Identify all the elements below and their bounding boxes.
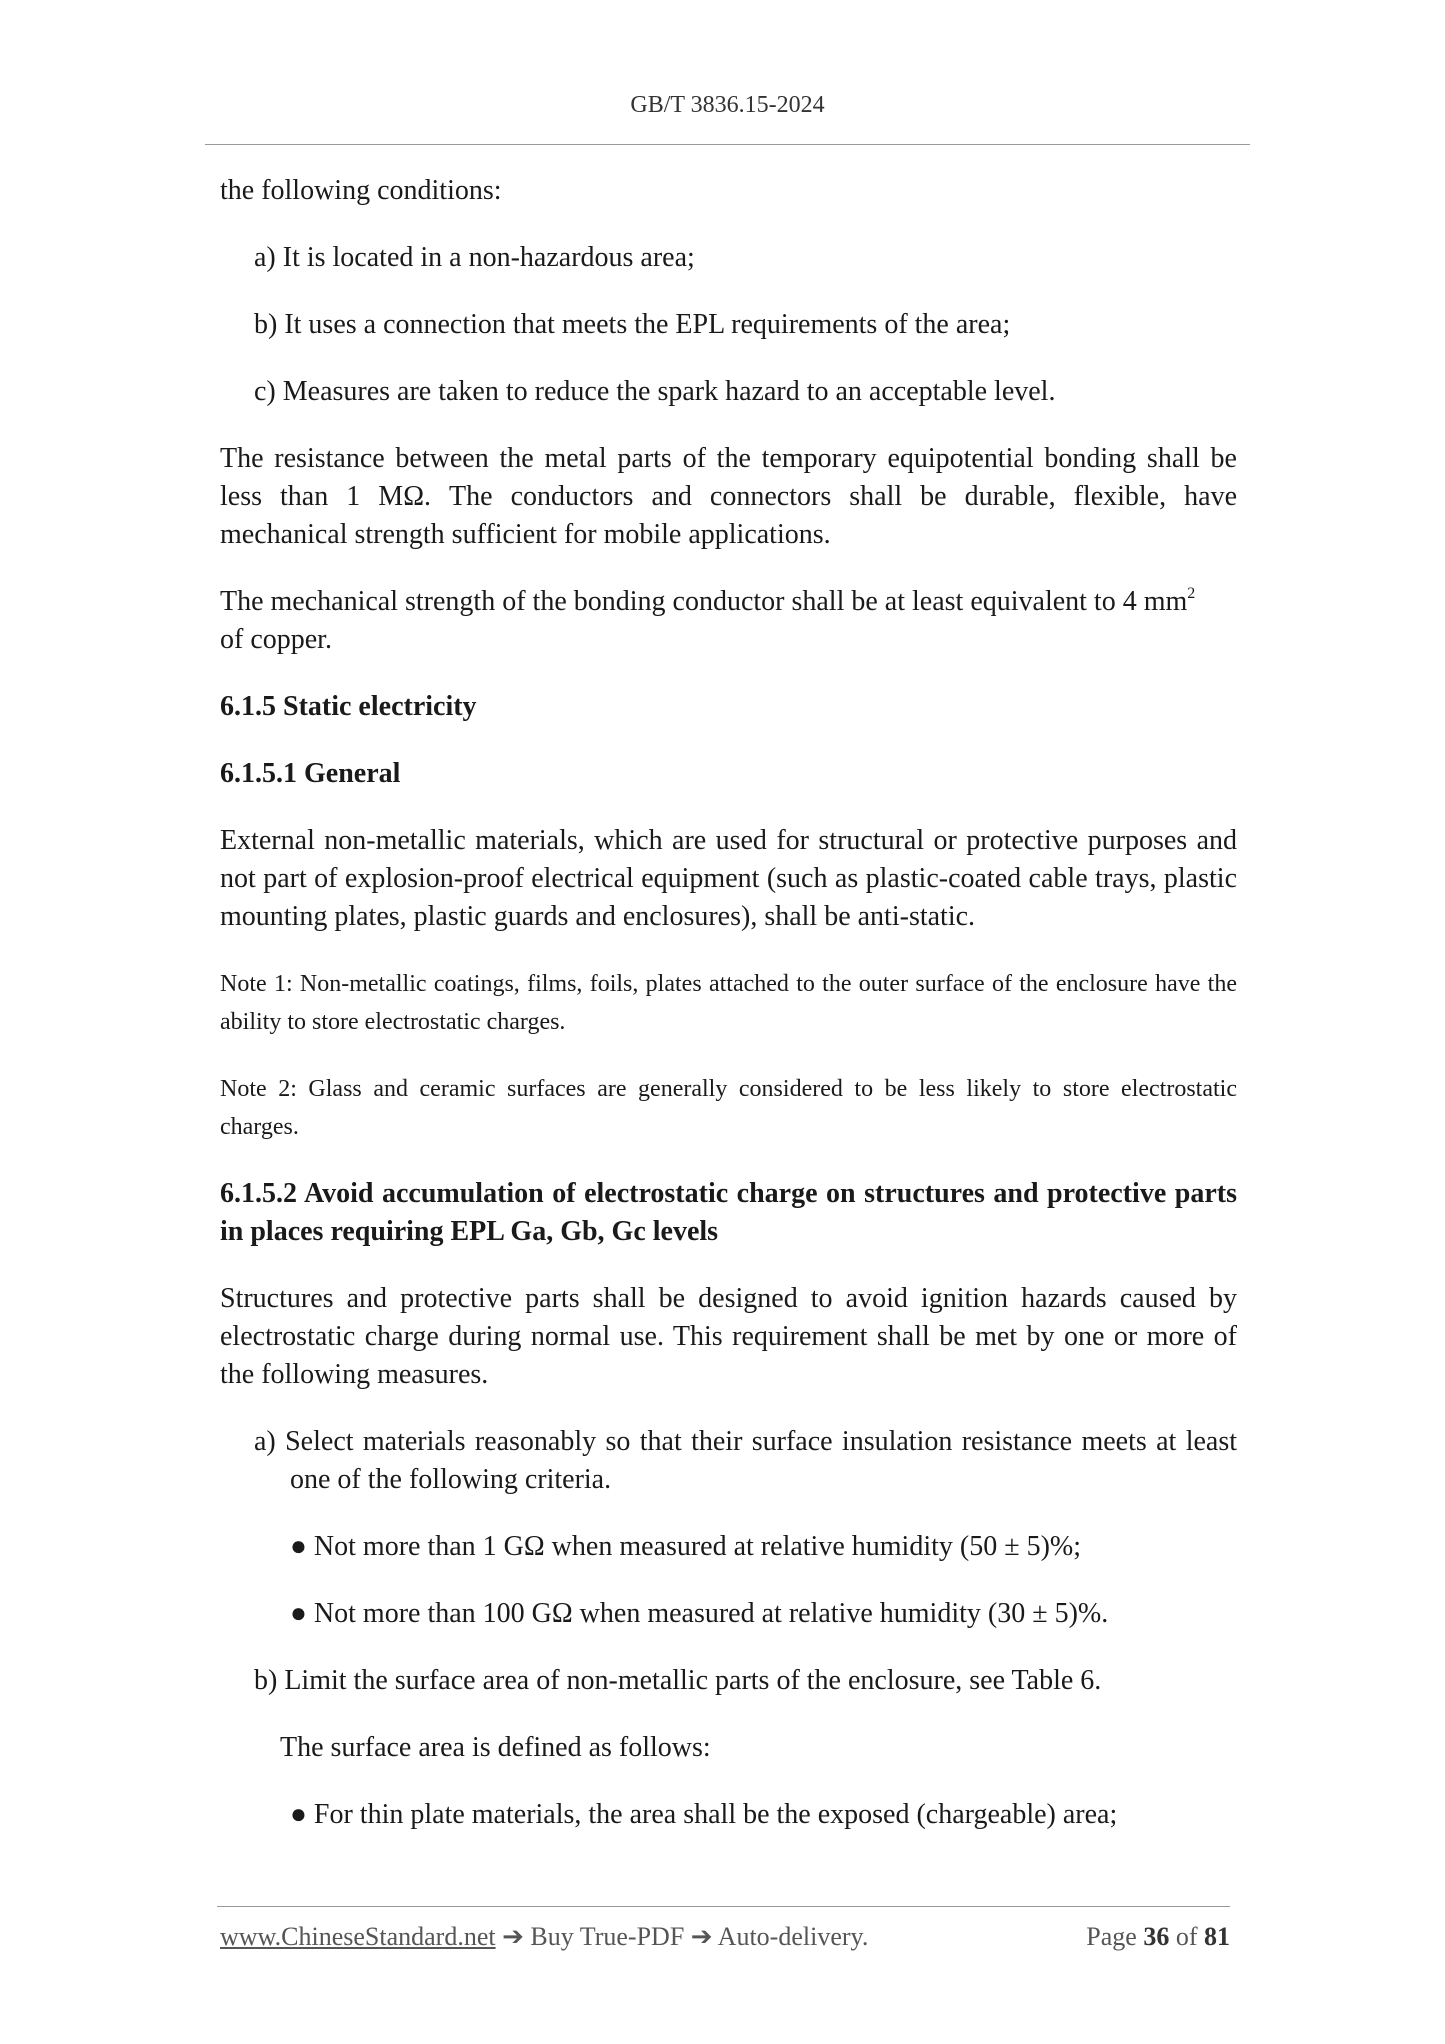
condition-b: b) It uses a connection that meets the EPL requirements of the area; (254, 309, 1011, 340)
condition-c: c) Measures are taken to reduce the spark hazard to an acceptable level. (254, 376, 1056, 407)
intro-text: the following conditions: (220, 175, 502, 206)
note-2: Note 2: Glass and ceramic surfaces are generally considered to be less likely to store electrostatic charges. (220, 1076, 1237, 1140)
superscript-2: 2 (1187, 585, 1196, 602)
buy-text: Buy True-PDF (530, 1922, 685, 1951)
footer-divider (217, 1906, 1230, 1907)
note-1: Note 1: Non-metallic coatings, films, foils, plates attached to the outer surface of the enclosure have the ability to store electrostatic charges. (220, 971, 1237, 1035)
of-label: of (1175, 1922, 1198, 1951)
current-page: 36 (1143, 1922, 1170, 1951)
surface-area-definition: The surface area is defined as follows: (280, 1732, 711, 1763)
external-materials-paragraph: External non-metallic materials, which are used for structural or protective purposes and not part of explosion-proof electrical equipment (such as plastic-coated cable trays, plastic mounting plates, plastic guards and enclosures), shall be anti-static. (220, 825, 1237, 932)
heading-6-1-5-1: 6.1.5.1 General (220, 758, 401, 789)
structures-paragraph: Structures and protective parts shall be designed to avoid ignition hazards caused by electrostatic charge during normal use. This requirement shall be met by one or more of the following measures. (220, 1283, 1237, 1390)
bullet-1: ● Not more than 1 GΩ when measured at relative humidity (50 ± 5)%; (290, 1531, 1081, 1562)
mechanical-strength-paragraph (220, 583, 1237, 659)
arrow-right-icon: ➔ (690, 1922, 713, 1951)
page-body (220, 172, 1237, 1834)
page-number (1086, 1922, 1230, 1952)
condition-a: a) It is located in a non-hazardous area; (254, 242, 695, 273)
item-b: b) Limit the surface area of non-metallic parts of the enclosure, see Table 6. (254, 1665, 1102, 1696)
page-label: Page (1086, 1922, 1137, 1951)
heading-6-1-5: 6.1.5 Static electricity (220, 691, 477, 722)
footer-promo (220, 1922, 868, 1952)
delivery-text: Auto-delivery. (717, 1922, 869, 1951)
bullet-2: ● Not more than 100 GΩ when measured at relative humidity (30 ± 5)%. (290, 1598, 1109, 1629)
item-a: a) Select materials reasonably so that their surface insulation resistance meets at least one of the following criteria. (254, 1426, 1237, 1495)
website-link[interactable]: www.ChineseStandard.net (220, 1922, 496, 1951)
total-pages: 81 (1204, 1922, 1230, 1951)
header-divider (205, 144, 1250, 145)
mechanical-strength-text-end: of copper. (220, 624, 332, 655)
document-id-header: GB/T 3836.15-2024 (630, 92, 825, 118)
mechanical-strength-text: The mechanical strength of the bonding conductor shall be at least equivalent to 4 mm (220, 586, 1188, 617)
arrow-right-icon: ➔ (502, 1922, 524, 1951)
bullet-3: ● For thin plate materials, the area shall be the exposed (chargeable) area; (290, 1799, 1118, 1830)
heading-6-1-5-2: 6.1.5.2 Avoid accumulation of electrostatic charge on structures and protective parts in places requiring EPL Ga, Gb, Gc levels (220, 1178, 1237, 1247)
resistance-paragraph: The resistance between the metal parts of the temporary equipotential bonding shall be less than 1 MΩ. The conductors and connectors shall be durable, flexible, have mechanical strength sufficient for mobile applications. (220, 443, 1237, 550)
